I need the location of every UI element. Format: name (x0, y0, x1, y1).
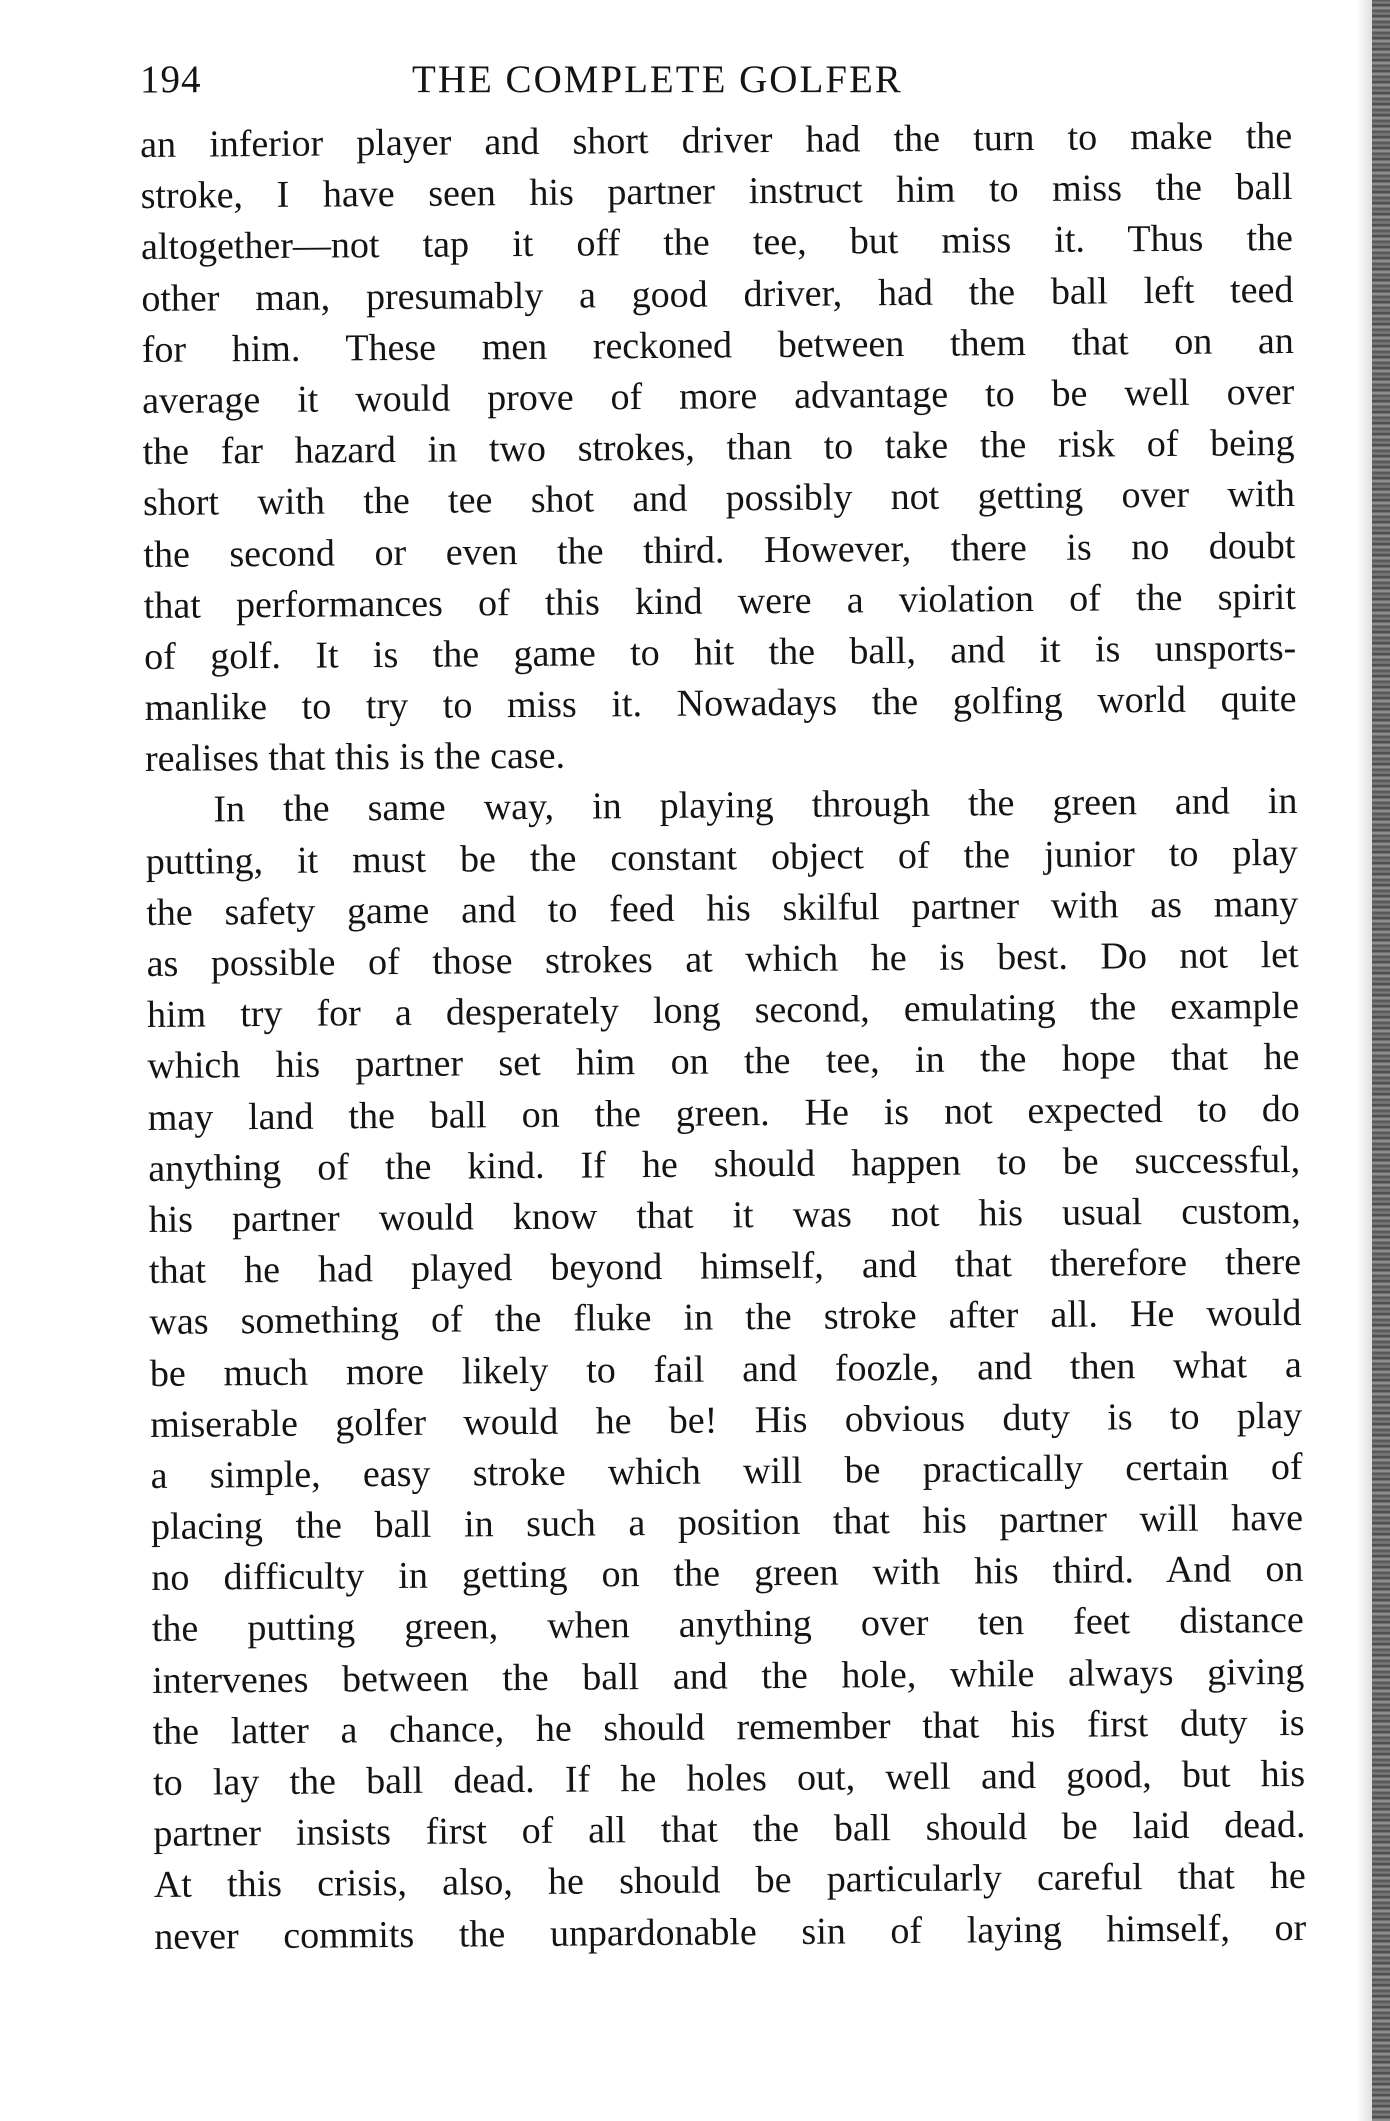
text-line: the far hazard in two strokes, than to take the risk of being (142, 422, 1295, 474)
text-line: intervenes between the ball and the hole, while always giving (152, 1650, 1305, 1702)
text-line: the putting green, when anything over ten feet distance (151, 1599, 1304, 1651)
text-line: to lay the ball dead. If he holes out, well and good, but his (152, 1752, 1306, 1804)
text-line: manlike to try to miss it. Nowadays the golfing world quite (144, 677, 1297, 730)
text-line: never commits the unpardonable sin of laying himself, or (154, 1906, 1307, 1958)
text-line: altogether—not tap it off the tee, but miss it. Thus the (140, 217, 1294, 269)
running-head: THE COMPLETE GOLFER (412, 58, 903, 101)
page-number: 194 (140, 58, 202, 101)
text-line: the latter a chance, he should remember that his first duty is (152, 1701, 1305, 1753)
page-header (140, 50, 1270, 110)
text-line: anything of the kind. If he should happen to be successful, (148, 1138, 1301, 1190)
text-line: stroke, I have seen his partner instruct him to miss the ball (140, 166, 1293, 218)
text-line: other man, presumably a good driver, had the ball left teed (141, 268, 1294, 320)
text-line: placing the ball in such a position that his partner will have (150, 1496, 1304, 1549)
page-edge (1372, 0, 1390, 2121)
text-line: that he had played beyond himself, and that therefore there (148, 1241, 1302, 1293)
text-line: In the same way, in playing through the green and in (213, 780, 1298, 831)
paragraph-2 (145, 776, 1306, 1962)
text-line: partner insists first of all that the ball should be laid dead. (153, 1804, 1306, 1856)
text-line: realises that this is the case. (144, 734, 566, 781)
text-line: miserable golfer would he be! His obvious duty is to play (150, 1394, 1303, 1446)
text-line: be much more likely to fail and foozle, and then what a (149, 1343, 1302, 1395)
text-line: the second or even the third. However, there is no doubt (143, 524, 1296, 576)
text-line: a simple, easy stroke which will be practically certain of (150, 1445, 1303, 1497)
text-line: no difficulty in getting on the green with his third. And on (151, 1548, 1304, 1600)
text-line: of golf. It is the game to hit the ball, and it is unsports- (144, 626, 1297, 678)
text-line: him try for a desperately long second, emulating the example (146, 985, 1300, 1037)
text-line: At this crisis, also, he should be particularly careful that he (153, 1855, 1306, 1907)
text-line: an inferior player and short driver had the turn to make the (140, 114, 1293, 166)
text-line: may land the ball on the green. He is not expected to do (147, 1087, 1300, 1139)
paragraph-1 (140, 111, 1297, 785)
body-text (140, 111, 1306, 1963)
text-line: average it would prove of more advantage to be well over (142, 370, 1295, 422)
text-line: for him. These men reckoned between them that on an (141, 319, 1294, 371)
text-line: putting, it must be the constant object of the junior to play (145, 831, 1298, 883)
page-binding-shadow (1356, 0, 1372, 2121)
text-line: was something of the fluke in the stroke after all. He would (149, 1292, 1302, 1344)
text-line: his partner would know that it was not his usual custom, (148, 1189, 1301, 1241)
text-line: which his partner set him on the tee, in the hope that he (147, 1036, 1300, 1088)
text-line: that performances of this kind were a violation of the spirit (143, 575, 1296, 627)
text-line: the safety game and to feed his skilful partner with as many (146, 882, 1299, 934)
text-line: as possible of those strokes at which he is best. Do not let (146, 933, 1299, 985)
text-line: short with the tee shot and possibly not getting over with (142, 473, 1296, 525)
